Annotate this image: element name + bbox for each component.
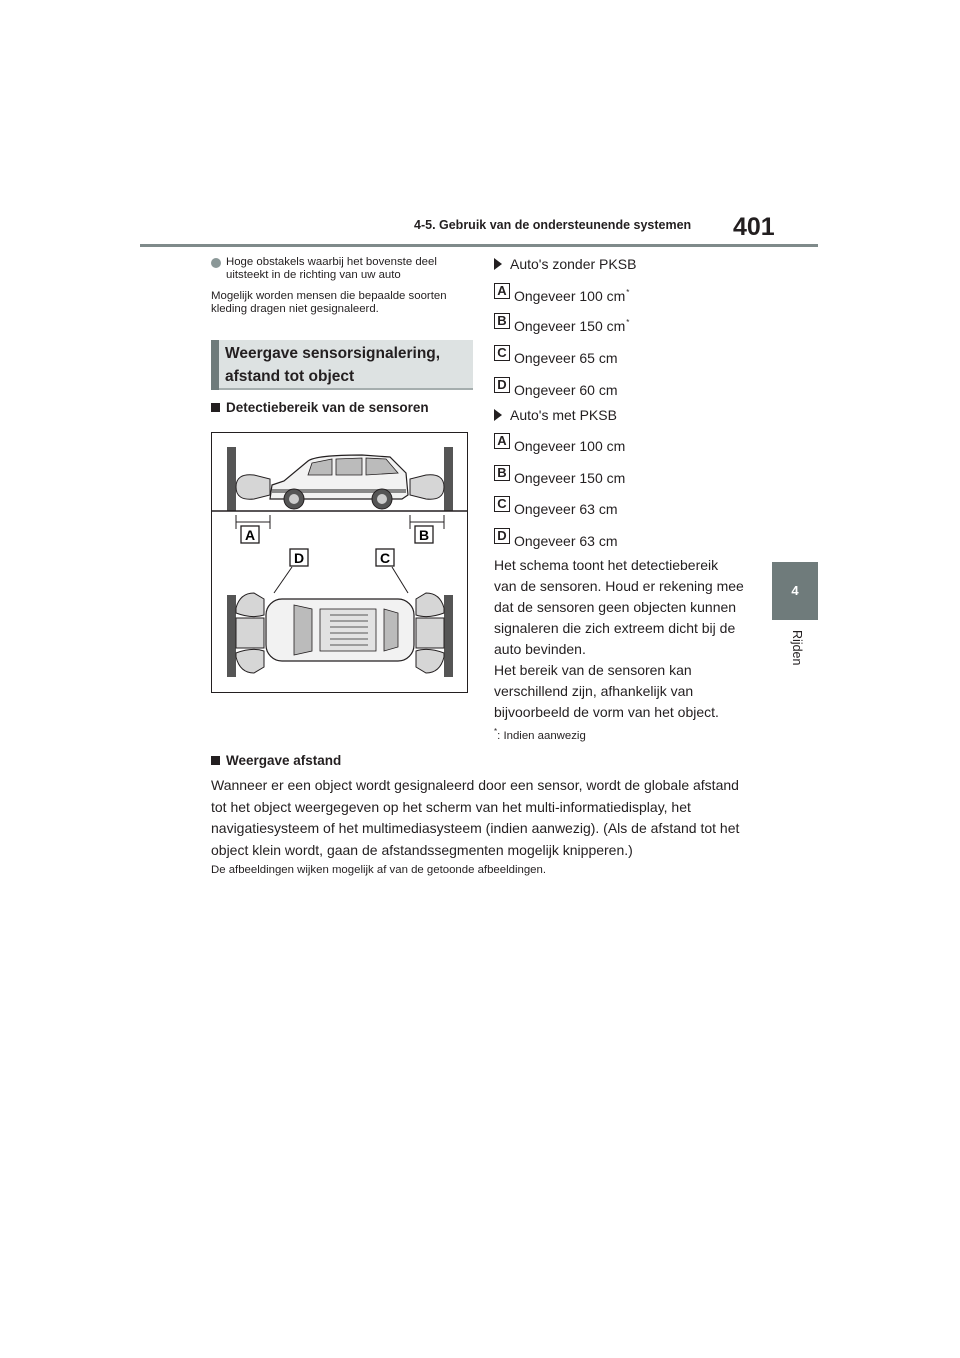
- page-number: 401: [733, 213, 775, 241]
- list-item: [494, 465, 626, 486]
- footnote-ref: *: [626, 318, 630, 327]
- diagram-label-a: A: [244, 527, 256, 543]
- corner-zone-icon: [416, 593, 444, 617]
- with-pksb-heading: [494, 407, 617, 423]
- corner-zone-icon: [416, 649, 444, 673]
- rear-zone-icon: [416, 618, 444, 648]
- distance-heading-text: Weergave afstand: [226, 753, 342, 768]
- letter-badge: B: [494, 313, 510, 329]
- diagram-label-d: D: [293, 550, 305, 566]
- footnote: [494, 727, 586, 742]
- list-item: [494, 496, 618, 517]
- section-title: Weergave sensorsignalering, afstand tot object: [225, 345, 441, 385]
- footnote-text: : Indien aanwezig: [497, 729, 586, 742]
- chapter-label-wrap: [772, 622, 818, 680]
- corner-zone-icon: [236, 649, 264, 673]
- diagram-label-b: B: [418, 527, 430, 543]
- sensor-diagram-svg: [212, 433, 467, 692]
- car-side-icon: [270, 455, 408, 509]
- letter-badge: C: [494, 345, 510, 361]
- footnote-mark: *: [494, 727, 498, 736]
- list-item: [494, 528, 618, 549]
- footnote-ref: *: [626, 288, 630, 297]
- section-header: 4-5. Gebruik van de ondersteunende systemen: [414, 218, 692, 232]
- sensor-range-diagram: [211, 432, 468, 693]
- letter-badge: C: [494, 496, 510, 512]
- bullet-item: [211, 256, 473, 282]
- distance-body-paragraph: Wanneer er een object wordt gesignaleerd door een sensor, wordt de globale afstand tot het object weergegeven op het scherm van het multi-informatiedisplay, het navigatiesysteem of het multimediasysteem (indien aanwezig). (Als de afstand tot het object klein wordt, gaan de afstandssegmenten mogelijk knipperen.): [211, 777, 740, 858]
- list-item: [494, 283, 630, 304]
- front-wall-top: [227, 595, 236, 677]
- list-item: [494, 377, 618, 398]
- car-top-icon: [266, 599, 414, 661]
- front-zone-icon: [236, 618, 264, 648]
- rear-wall: [444, 447, 453, 511]
- triangle-bullet-icon: [494, 409, 502, 421]
- list-item-text: Ongeveer 65 cm: [514, 350, 618, 366]
- chapter-label: Rijden: [790, 630, 804, 666]
- list-item-text: Ongeveer 63 cm: [514, 533, 618, 549]
- list-item-text: Ongeveer 63 cm: [514, 501, 618, 517]
- front-sensor-zone-icon: [236, 475, 270, 500]
- section-title-bar: [211, 340, 219, 390]
- note-text: Mogelijk worden mensen die bepaalde soorten kleding dragen niet gesignaleerd.: [211, 290, 447, 315]
- without-pksb-heading-text: Auto's zonder PKSB: [510, 256, 637, 272]
- description-paragraph: Het schema toont het detectiebereik van de sensoren. Houd er rekening mee dat de sensoren geen objecten kunnen signaleren die zich extreem dicht bij de auto bevinden.: [494, 557, 744, 657]
- detection-heading: [211, 400, 429, 415]
- header-rule: [140, 244, 818, 247]
- rear-sensor-zone-icon: [410, 475, 444, 500]
- letter-badge: D: [494, 528, 510, 544]
- list-item: [494, 433, 626, 454]
- image-disclaimer: De afbeeldingen wijken mogelijk af van de getoonde afbeeldingen.: [211, 864, 547, 876]
- letter-badge: D: [494, 377, 510, 393]
- letter-badge: B: [494, 465, 510, 481]
- square-bullet-icon: [211, 403, 220, 412]
- with-pksb-heading-text: Auto's met PKSB: [510, 407, 617, 423]
- triangle-bullet-icon: [494, 258, 502, 270]
- without-pksb-heading: [494, 256, 636, 272]
- bullet-text: Hoge obstakels waarbij het bovenste deel uitsteekt in de richting van uw auto: [226, 256, 437, 281]
- list-item: [494, 345, 618, 366]
- distance-heading: [211, 753, 341, 768]
- diagram-label-c: C: [379, 550, 391, 566]
- letter-badge: A: [494, 433, 510, 449]
- square-bullet-icon: [211, 756, 220, 765]
- front-wall: [227, 447, 236, 511]
- leader-c: [392, 567, 408, 593]
- detection-heading-text: Detectiebereik van de sensoren: [226, 400, 429, 415]
- chapter-tab: 4: [772, 562, 818, 620]
- list-item-text: Ongeveer 100 cm: [514, 438, 626, 454]
- range-note-paragraph: Het bereik van de sensoren kan verschillend zijn, afhankelijk van bijvoorbeeld de vorm van het object.: [494, 662, 719, 720]
- section-title-box: [211, 340, 473, 390]
- corner-zone-icon: [236, 593, 264, 617]
- list-item-text: Ongeveer 150 cm: [514, 470, 626, 486]
- list-item-text: Ongeveer 150 cm: [514, 318, 626, 334]
- list-item-text: Ongeveer 60 cm: [514, 382, 618, 398]
- list-item-text: Ongeveer 100 cm: [514, 288, 626, 304]
- leader-d: [274, 567, 292, 593]
- list-item: [494, 313, 630, 334]
- rear-wall-top: [444, 595, 453, 677]
- letter-badge: A: [494, 283, 510, 299]
- bullet-dot-icon: [211, 258, 221, 268]
